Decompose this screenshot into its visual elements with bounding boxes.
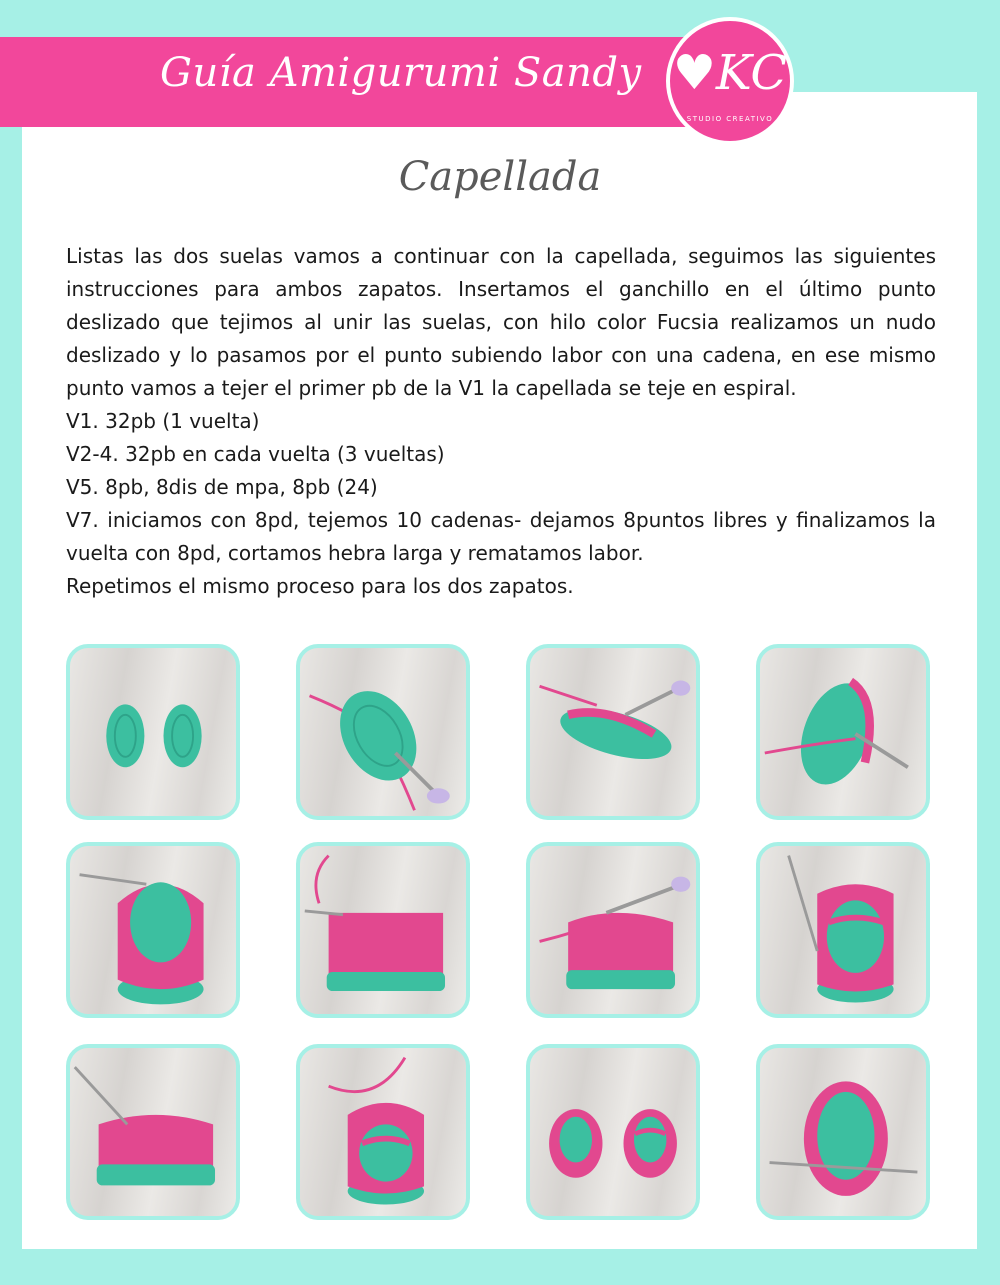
shoe-strap-illustration: [789, 856, 894, 1003]
logo-mark: ♥KC: [672, 45, 788, 101]
intro-paragraph: Listas las dos suelas vamos a continuar con la capellada, seguimos las siguientes instrucciones para ambos zapatos. Insertamos el ganchillo en el último punto deslizado que tejimos al unir las suelas, con hilo color Fucsia realizamos un nudo deslizado y lo pasamos por el punto subiendo labor con una cadena, en ese mismo punto vamos a tejer el primer pb de la V1 la capellada se teje en espiral.: [66, 244, 936, 400]
step-photo-3: [526, 644, 700, 820]
step-photo-1: [66, 644, 240, 820]
shoe-body-illustration: [80, 875, 204, 1005]
sole-edge-pink-illustration: [540, 680, 691, 769]
round-7: V7. iniciamos con 8pd, tejemos 10 cadenas- dejamos 8puntos libres y finalizamos la vuelta con 8pd, cortamos hebra larga y rematamos labor.: [66, 508, 936, 565]
sole-starting-upper-illustration: [765, 674, 908, 795]
step-photo-6: [296, 842, 470, 1018]
two-shoes-illustration: [549, 1109, 677, 1178]
sole-with-hook-illustration: [310, 677, 450, 810]
shoe-side-illustration: [305, 856, 445, 991]
shoe-top-view-illustration: [770, 1081, 918, 1195]
step-photo-2: [296, 644, 470, 820]
step-photo-11: [526, 1044, 700, 1220]
step-photo-12: [756, 1044, 930, 1220]
step-photo-8: [756, 842, 930, 1018]
shoe-finishing-illustration: [75, 1067, 215, 1185]
instructions: [66, 240, 936, 603]
guide-title: Guía Amigurumi Sandy: [160, 50, 642, 96]
round-5: V5. 8pb, 8dis de mpa, 8pb (24): [66, 475, 378, 499]
section-title: Capellada: [398, 154, 602, 200]
step-photo-9: [66, 1044, 240, 1220]
closing-note: Repetimos el mismo proceso para los dos zapatos.: [66, 574, 574, 598]
two-soles-illustration: [106, 704, 201, 767]
shoe-decrease-illustration: [540, 877, 691, 990]
shoe-finished-strap-illustration: [329, 1058, 424, 1205]
step-photo-7: [526, 842, 700, 1018]
step-photo-4: [756, 644, 930, 820]
round-1: V1. 32pb (1 vuelta): [66, 409, 260, 433]
step-photo-5: [66, 842, 240, 1018]
logo: [666, 17, 794, 145]
round-2-4: V2-4. 32pb en cada vuelta (3 vueltas): [66, 442, 445, 466]
step-photo-10: [296, 1044, 470, 1220]
logo-subtext: STUDIO CREATIVO: [686, 115, 774, 123]
